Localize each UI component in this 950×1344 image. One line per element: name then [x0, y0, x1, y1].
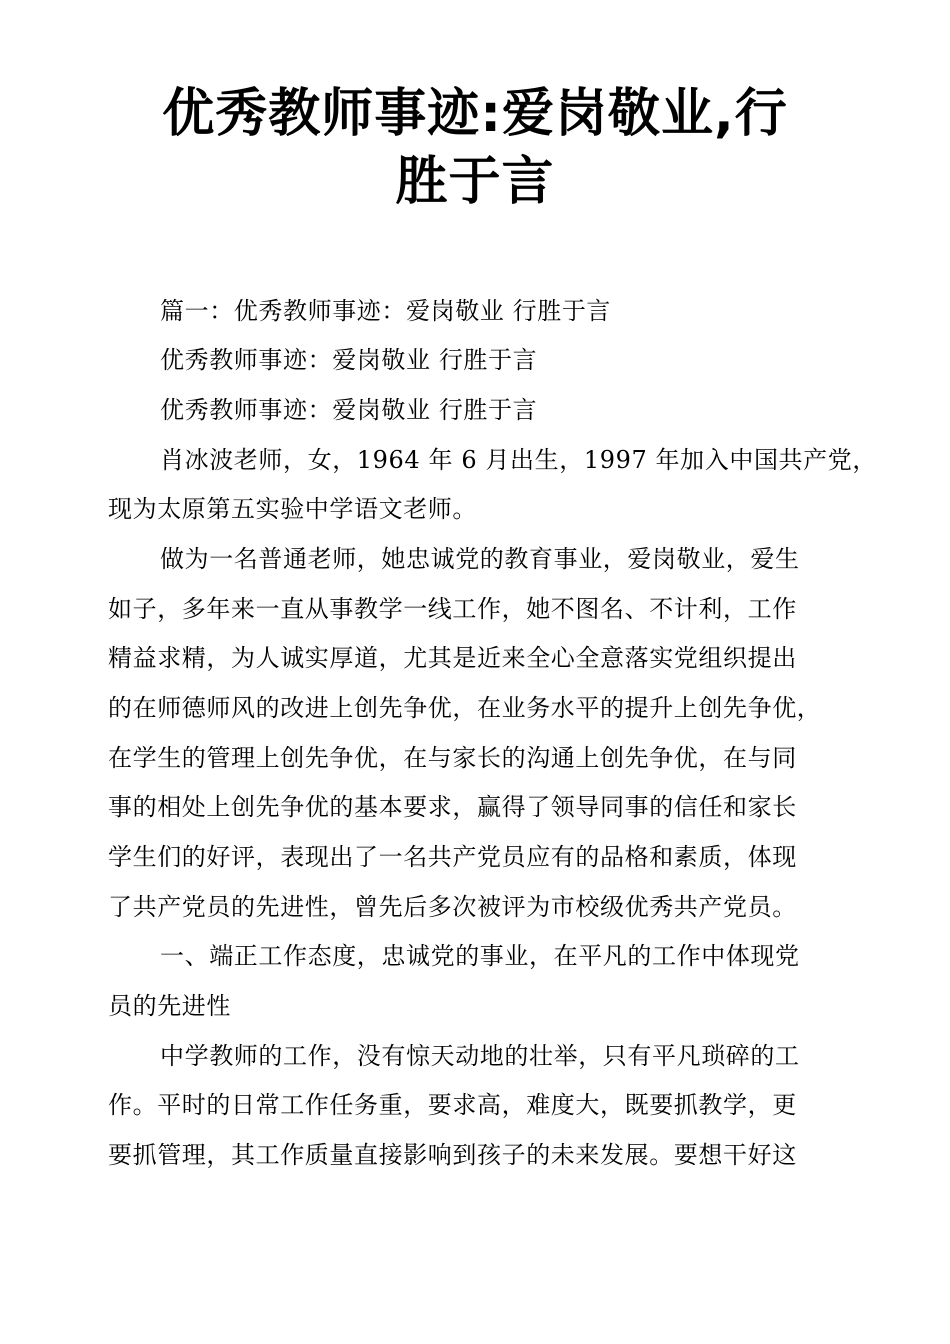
paragraph-line: 在学生的管理上创先争优，在与家长的沟通上创先争优，在与同 [108, 744, 797, 772]
paragraph-line: 了共产党员的先进性，曾先后多次被评为市校级优秀共产党员。 [108, 893, 797, 921]
paragraph-line: 现为太原第五实验中学语文老师。 [108, 495, 477, 523]
paragraph-line: 要抓管理，其工作质量直接影响到孩子的未来发展。要想干好这 [108, 1141, 797, 1169]
paragraph-line: 学生们的好评，表现出了一名共产党员应有的品格和素质，体现 [108, 843, 797, 871]
subtitle-line: 优秀教师事迹：爱岗敬业 行胜于言 [160, 396, 538, 424]
title-line-2: 胜于言 [395, 152, 555, 212]
paragraph-line: 精益求精，为人诚实厚道，尤其是近来全心全意落实党组织提出 [108, 644, 797, 672]
section-heading: 篇一：优秀教师事迹：爱岗敬业 行胜于言 [160, 297, 612, 325]
subtitle-line: 优秀教师事迹：爱岗敬业 行胜于言 [160, 346, 538, 374]
paragraph-line: 的在师德师风的改进上创先争优，在业务水平的提升上创先争优， [108, 694, 822, 722]
paragraph-line: 做为一名普通老师，她忠诚党的教育事业，爱岗敬业，爱生 [160, 545, 800, 573]
paragraph-line: 肖冰波老师，女，1964 年 6 月出生，1997 年加入中国共产党， [160, 446, 877, 474]
paragraph-line: 作。平时的日常工作任务重，要求高，难度大，既要抓教学，更 [108, 1091, 797, 1119]
paragraph-line: 事的相处上创先争优的基本要求，赢得了领导同事的信任和家长 [108, 793, 797, 821]
title-line-1: 优秀教师事迹:爱岗敬业,行 [162, 84, 788, 144]
paragraph-line: 中学教师的工作，没有惊天动地的壮举，只有平凡琐碎的工 [160, 1042, 800, 1070]
document-title [100, 80, 850, 216]
paragraph-line: 如子，多年来一直从事教学一线工作，她不图名、不计利，工作 [108, 595, 797, 623]
paragraph-line: 一、端正工作态度，忠诚党的事业，在平凡的工作中体现党 [160, 942, 800, 970]
paragraph-line: 员的先进性 [108, 992, 231, 1020]
